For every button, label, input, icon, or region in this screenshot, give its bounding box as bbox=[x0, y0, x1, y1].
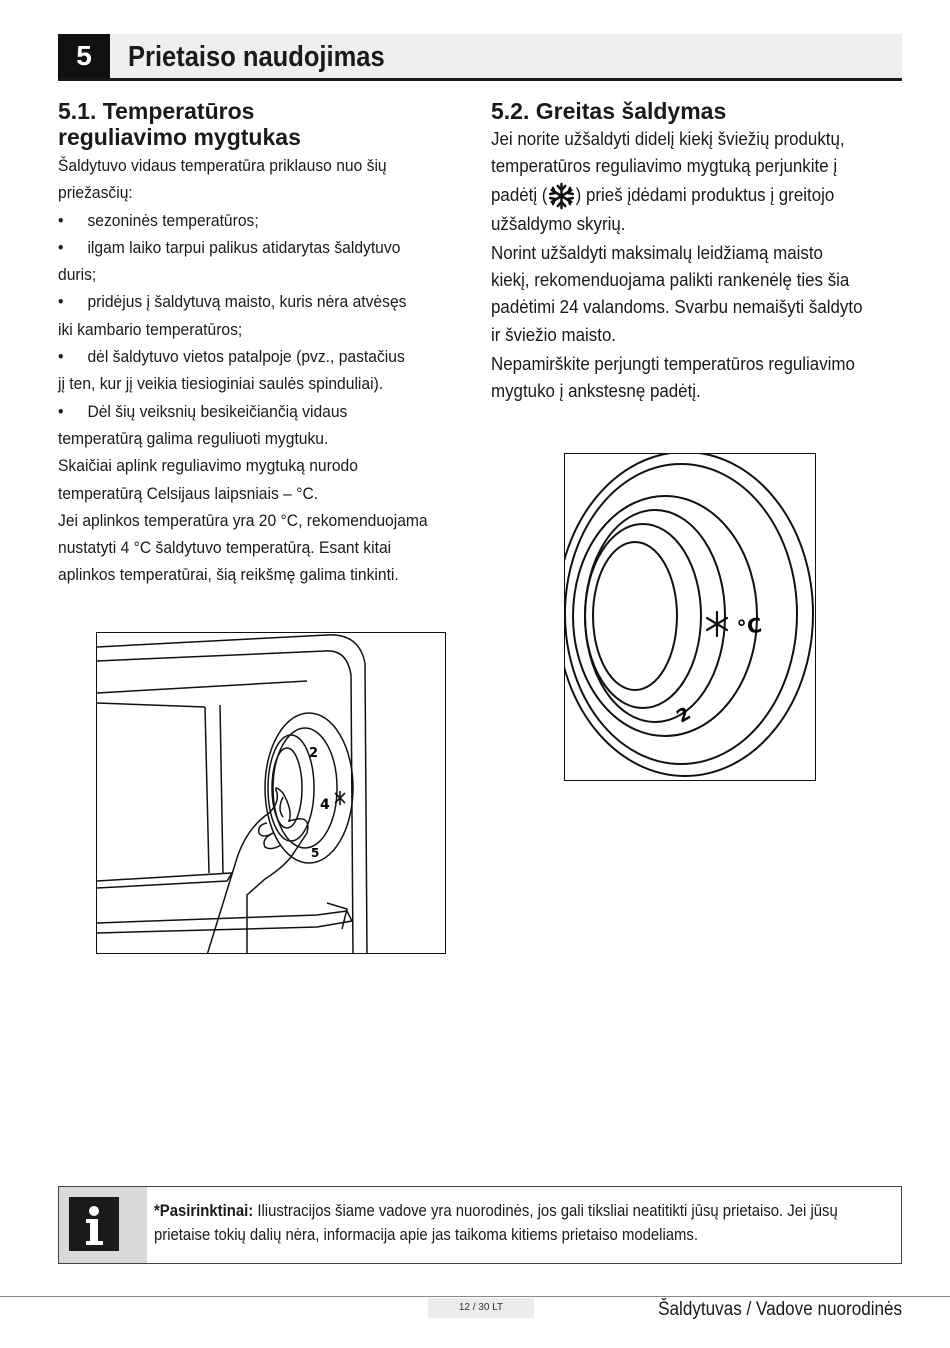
knob-drawing bbox=[565, 454, 816, 781]
dial-label-2: 2 bbox=[673, 703, 695, 728]
bullet-item: • dėl šaldytuvo vietos patalpoje (pvz., pastačius bbox=[58, 347, 405, 367]
body-paragraph: Norint užšaldyti maksimalų leidžiamą maisto kiekį, rekomenduojama palikti rankenėlę ties šia padėtimi 24 valandoms. Svarbu nemaišyti šaldyto ir šviežio maisto. bbox=[491, 242, 863, 345]
chapter-header bbox=[58, 34, 902, 81]
thermostat-hand-illustration bbox=[96, 632, 446, 954]
section-heading-5-1 bbox=[58, 98, 498, 150]
heading-line: 5.1. Temperatūros bbox=[58, 98, 255, 124]
note-body: Iliustracijos šiame vadove yra nuorodinės, jos gali tiksliai neatitikti jūsų prietaiso. Jei jūsų prietaise tokių dalių nėra, informacija apie jas taikoma kitiems prietaiso modeliams. bbox=[154, 1201, 838, 1244]
body-line: Jei aplinkos temperatūra yra 20 °C, rekomenduojama bbox=[58, 510, 428, 530]
section-heading-5-2: 5.2. Greitas šaldymas bbox=[491, 98, 727, 124]
optional-note-box bbox=[58, 1186, 902, 1264]
info-icon-box bbox=[59, 1187, 147, 1263]
note-label: *Pasirinktinai: bbox=[154, 1201, 254, 1220]
bullet-item: • ilgam laiko tarpui palikus atidarytas šaldytuvo bbox=[58, 237, 401, 257]
note-text bbox=[154, 1199, 889, 1247]
info-icon bbox=[59, 1187, 147, 1263]
bullet-item: • sezoninės temperatūros; bbox=[58, 210, 259, 230]
dial-celsius-label: °C bbox=[735, 612, 764, 640]
body-line: nustatyti 4 °C šaldytuvo temperatūrą. Esant kitai bbox=[58, 538, 392, 558]
chapter-number: 5 bbox=[58, 34, 110, 78]
bullet-continuation: temperatūrą galima reguliuoti mygtuku. bbox=[58, 428, 329, 448]
body-line: Skaičiai aplink reguliavimo mygtuką nurodo bbox=[58, 456, 358, 476]
bullet-item: • Dėl šių veiksnių besikeičiančią vidaus bbox=[58, 401, 348, 421]
body-paragraph: Nepamirškite perjungti temperatūros reguliavimo mygtuko į ankstesnę padėtį. bbox=[491, 354, 855, 402]
section-temperature-control bbox=[58, 98, 498, 589]
body-line: Šaldytuvo vidaus temperatūra priklauso nuo šių bbox=[58, 156, 387, 175]
body-paragraph: Jei norite užšaldyti didelį kiekį šviežių produktų, temperatūros reguliavimo mygtuką perjunkite į padėtį ( ) prieš įdėdami produktus į greitojo užšaldymo skyrių. bbox=[491, 129, 845, 234]
body-line: temperatūrą Celsijaus laipsniais – °C. bbox=[58, 483, 319, 503]
quick-freeze-knob-illustration bbox=[564, 453, 816, 781]
bullet-continuation: duris; bbox=[58, 265, 97, 285]
page-number: 12 / 30 LT bbox=[428, 1298, 534, 1318]
bullet-item: • pridėjus į šaldytuvą maisto, kuris nėra atvėsęs bbox=[58, 292, 407, 312]
dial-label-5: 5 bbox=[311, 846, 320, 860]
bullet-continuation: iki kambario temperatūros; bbox=[58, 319, 243, 339]
bullet-continuation: jį ten, kur jį veikia tiesioginiai saulės spinduliai). bbox=[58, 374, 384, 394]
thermostat-hand-drawing bbox=[97, 633, 446, 954]
section-body bbox=[58, 152, 458, 589]
body-line: priežasčių: bbox=[58, 183, 133, 203]
chapter-title: Prietaiso naudojimas bbox=[128, 41, 385, 73]
heading-line: reguliavimo mygtukas bbox=[58, 124, 301, 150]
body-line: aplinkos temperatūrai, šią reikšmę galima tinkinti. bbox=[58, 565, 399, 585]
dial-label-4: 4 bbox=[320, 797, 330, 813]
quick-freeze-snowflake-icon bbox=[547, 181, 575, 211]
section-body bbox=[491, 126, 886, 406]
dial-label-2: 2 bbox=[309, 746, 319, 761]
footer-title: Šaldytuvas / Vadove nuorodinės bbox=[658, 1299, 902, 1320]
section-quick-freeze bbox=[491, 98, 911, 408]
